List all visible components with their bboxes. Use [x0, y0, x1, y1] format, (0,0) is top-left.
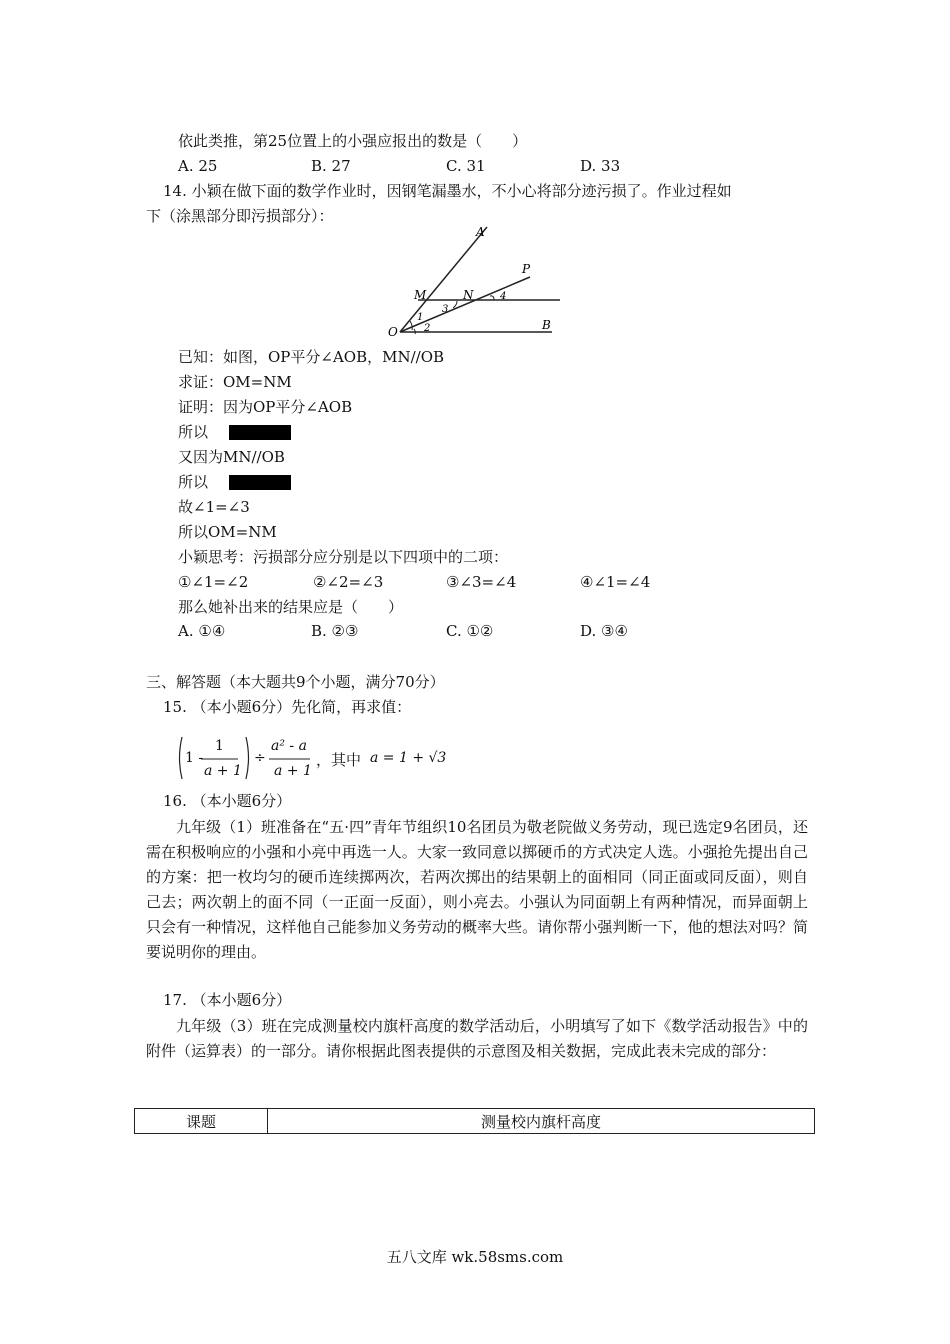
q13-option-a: A. 25 — [178, 157, 218, 175]
angle-arc-1 — [410, 321, 412, 330]
q17-body: 九年级（3）班在完成测量校内旗杆高度的数学活动后，小明填写了如下《数学活动报告》中的附件（运算表）的一部分。请你根据此图表提供的示意图及相关数据，完成此表未完成的部分： — [146, 1017, 808, 1060]
q15-expression — [176, 733, 476, 783]
geometry-figure — [380, 222, 580, 342]
q14-given: 已知：如图，OP平分∠AOB，MN//OB — [178, 348, 445, 366]
q14-ask: 那么她补出来的结果应是（ ） — [178, 598, 404, 616]
q14-think: 小颖思考：污损部分应分别是以下四项中的二项： — [178, 548, 509, 566]
q14-item-1: ①∠1=∠2 — [178, 573, 249, 591]
redaction-block-2 — [229, 475, 291, 490]
q16-body: 九年级（1）班准备在“五·四”青年节组织10名团员为敬老院做义务劳动，现已选定9名团员，还需在积极响应的小强和小亮中再选一人。大家一致同意以掷硬币的方式决定人选。小强抢先提出自己的方案：把一枚均匀的硬币连续掷两次，若两次掷出的结果朝上的面相同（同正面或同反面），则自己去；两次朝上的面不同（一正面一反面），则小亮去。小强认为同面朝上有两种情况，而异面朝上只会有一种情况，这样他自己能参加义务劳动的概率大些。请你帮小强判断一下，他的想法对吗？简要说明你的理由。 — [146, 818, 808, 961]
label-p: P — [522, 262, 531, 276]
q15-condition: a = 1 + √3 — [370, 750, 447, 766]
q15-numerator-1: 1 — [215, 738, 224, 754]
q14-item-4: ④∠1=∠4 — [580, 573, 651, 591]
table-cell-value: 测量校内旗杆高度 — [268, 1109, 815, 1134]
q14-prove: 求证：OM=NM — [178, 373, 292, 391]
q14-item-2: ②∠2=∠3 — [313, 573, 384, 591]
q14-so2: 所以 — [178, 473, 209, 491]
q14-option-c: C. ①② — [446, 622, 494, 640]
ray-op — [400, 277, 530, 332]
q15-where: ，其中 — [316, 751, 362, 769]
q14-also: 又因为MN//OB — [178, 448, 285, 466]
label-o: O — [388, 325, 398, 339]
footer-watermark: 五八文库 wk.58sms.com — [386, 1248, 564, 1266]
q13-option-c: C. 31 — [446, 157, 486, 175]
label-n: N — [463, 288, 474, 302]
label-m: M — [414, 288, 427, 302]
report-table — [134, 1108, 815, 1134]
q14-so3: 所以OM=NM — [178, 523, 277, 541]
label-angle-4: 4 — [500, 291, 507, 302]
q14-proof1: 证明：因为OP平分∠AOB — [178, 398, 353, 416]
label-a: A — [476, 225, 485, 239]
q14-hence: 故∠1=∠3 — [178, 498, 250, 516]
q14-line2: 下（涂黑部分即污损部分）： — [146, 207, 334, 225]
q14-so1: 所以 — [178, 423, 209, 441]
q14-line1: 14. 小颖在做下面的数学作业时，因钢笔漏墨水，不小心将部分迹污损了。作业过程如 — [163, 182, 732, 200]
q16-head: 16. （本小题6分） — [163, 792, 292, 810]
q15-denominator-1: a + 1 — [204, 763, 242, 779]
q15-divide: ÷ — [254, 750, 266, 766]
section-3-heading: 三、解答题（本大题共9个小题，满分70分） — [146, 673, 445, 691]
redaction-block-1 — [229, 425, 291, 440]
angle-arc-3 — [453, 301, 457, 308]
table-cell-label: 课题 — [135, 1109, 268, 1134]
ray-oa — [400, 227, 487, 332]
label-angle-1: 1 — [417, 312, 424, 323]
label-angle-2: 2 — [424, 323, 431, 334]
q15-denominator-2: a + 1 — [274, 763, 312, 779]
q17-head: 17. （本小题6分） — [163, 991, 292, 1009]
q15-head: 15. （本小题6分）先化简，再求值： — [163, 698, 412, 716]
q13-option-b: B. 27 — [311, 157, 351, 175]
q15-one-minus: 1 - — [185, 750, 204, 766]
label-angle-3: 3 — [442, 304, 449, 315]
q14-item-3: ③∠3=∠4 — [446, 573, 517, 591]
label-b: B — [542, 318, 551, 332]
q14-option-d: D. ③④ — [580, 622, 628, 640]
table-row — [135, 1109, 815, 1134]
q14-option-b: B. ②③ — [311, 622, 359, 640]
q13-stem: 依此类推，第25位置上的小强应报出的数是（ ） — [178, 132, 528, 150]
q14-option-a: A. ①④ — [178, 622, 226, 640]
q15-numerator-2: a² - a — [271, 738, 307, 754]
q13-option-d: D. 33 — [580, 157, 621, 175]
